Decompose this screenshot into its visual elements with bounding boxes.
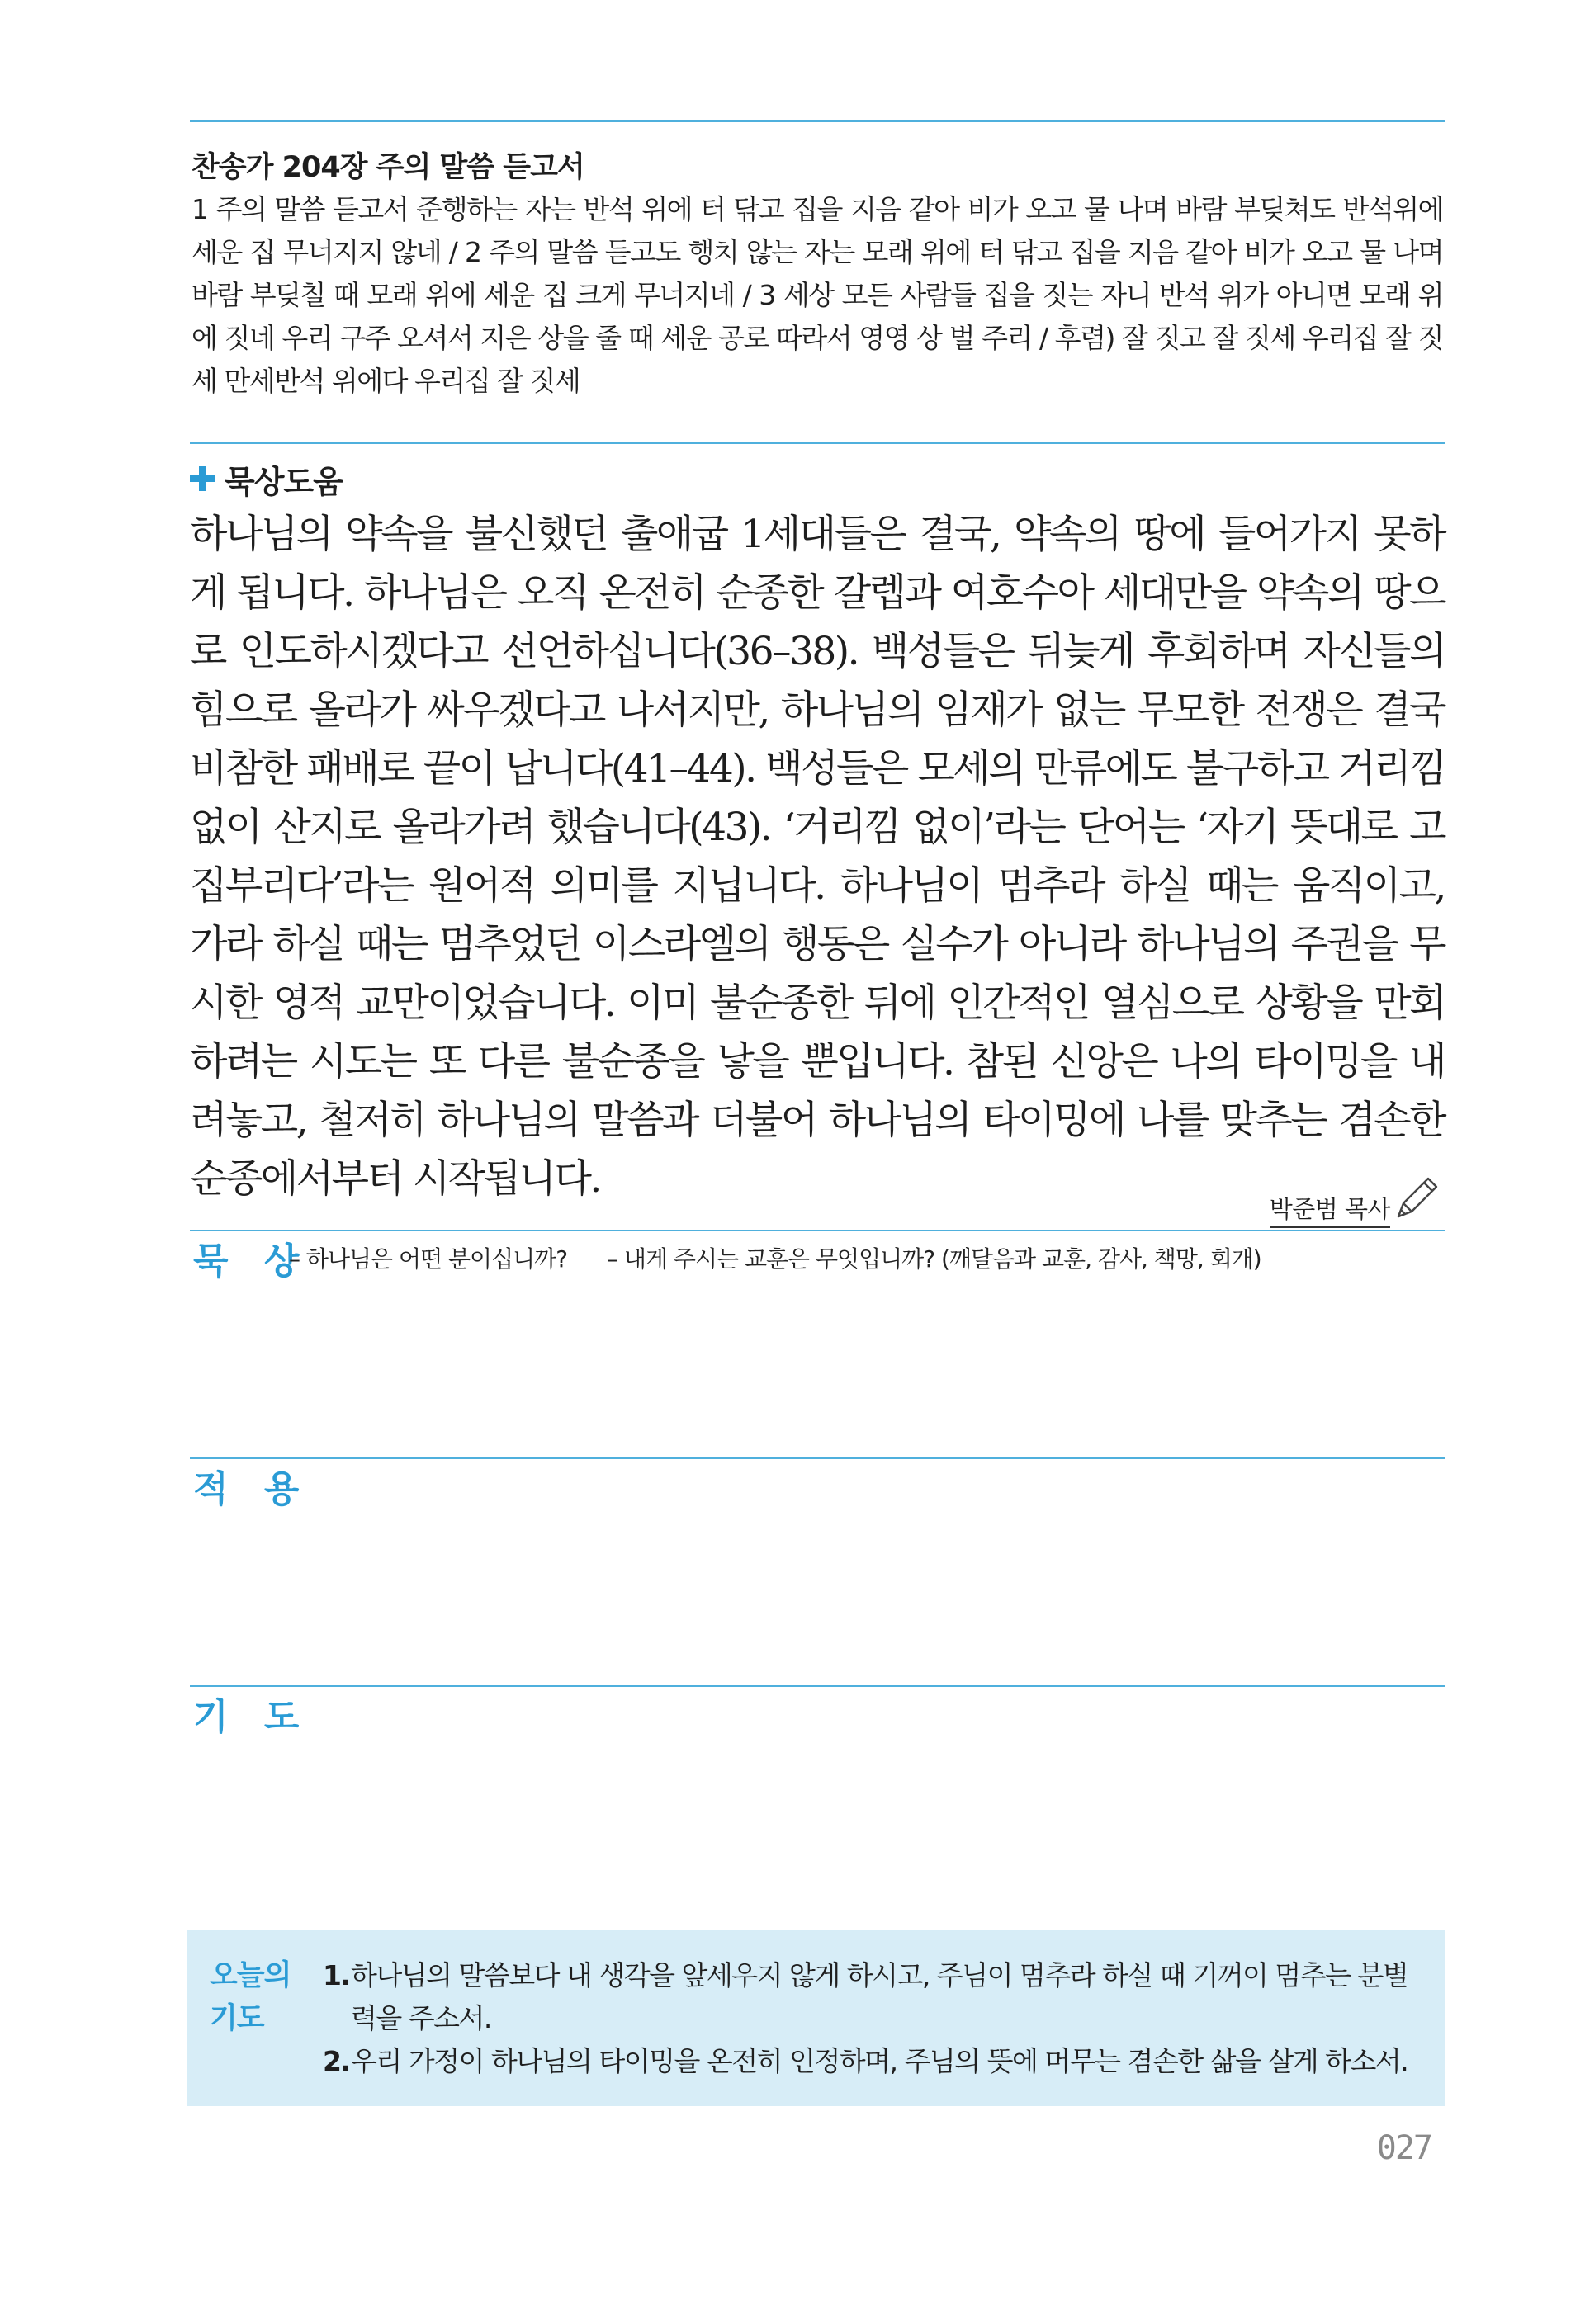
meditation-header [190, 457, 343, 500]
mukSang-questions [289, 1241, 1294, 1274]
author-name: 박준범 목사 [1270, 1191, 1390, 1228]
author-signature [1270, 1170, 1445, 1228]
today-prayer-label [210, 1954, 291, 2040]
application-divider [190, 1457, 1445, 1459]
hymn-lyrics: 1 주의 말씀 듣고서 준행하는 자는 반석 위에 터 닦고 집을 지음 같아 비가 오고 물 나며 바람 부딪쳐도 반석위에 세운 집 무너지지 않네 / 2 주의 말씀 듣고도 행치 않는 자는 모래 위에 터 닦고 집을 지음 같아 비가 오고 물 나며 바람 부딪칠 때 모래 위에 세운 집 크게 무너지네 / 3 세상 모든 사람들 집을 짓는 자니 반석 위가 아니면 모래 위에 짓네 우리 구주 오셔서 지은 상을 줄 때 세운 공로 따라서 영영 상 벌 주리 / 후렴) 잘 짓고 잘 짓세 우리집 잘 짓세 만세반석 위에다 우리집 잘 짓세 [192, 193, 1443, 397]
hymn-divider [190, 442, 1445, 444]
plus-icon [190, 466, 215, 491]
page-number: 027 [1376, 2129, 1431, 2167]
pencil-icon [1387, 1170, 1445, 1228]
prayer-item-number: 1. [323, 1959, 350, 1991]
today-prayer-label-text: 오늘의 기도 [210, 1959, 291, 2035]
mukSang-question-2: – 내게 주시는 교훈은 무엇입니까? (깨달음과 교훈, 감사, 책망, 회개) [607, 1245, 1261, 1273]
application-label: 적 용 [193, 1468, 311, 1510]
today-prayer-list [323, 1954, 1421, 2083]
meditation-title: 묵상도움 [225, 463, 343, 500]
prayer-item [323, 2040, 1421, 2083]
today-prayer-box [187, 1930, 1445, 2106]
top-divider [190, 120, 1445, 122]
meditation-divider [190, 1230, 1445, 1231]
prayer-item-text: 하나님의 말씀보다 내 생각을 앞세우지 않게 하시고, 주님이 멈추라 하실 때 기꺼이 멈추는 분별력을 주소서. [351, 1959, 1408, 2034]
prayer-divider [190, 1685, 1445, 1687]
meditation-text: 하나님의 약속을 불신했던 출애굽 1세대들은 결국, 약속의 땅에 들어가지 못하게 됩니다. 하나님은 오직 온전히 순종한 갈렙과 여호수아 세대만을 약속의 땅으로 인도하시겠다고 선언하십니다(36–38). 백성들은 뒤늦게 후회하며 자신들의 힘으로 올라가 싸우겠다고 나서지만, 하나님의 임재가 없는 무모한 전쟁은 결국 비참한 패배로 끝이 납니다(41–44). 백성들은 모세의 만류에도 불구하고 거리낌 없이 산지로 올라가려 했습니다(43). ‘거리낌 없이’라는 단어는 ‘자기 뜻대로 고집부리다’라는 원어적 의미를 지닙니다. 하나님이 멈추라 하실 때는 움직이고, 가라 하실 때는 멈추었던 이스라엘의 행동은 실수가 아니라 하나님의 주권을 무시한 영적 교만이었습니다. 이미 불순종한 뒤에 인간적인 열심으로 상황을 만회하려는 시도는 또 다른 불순종을 낳을 뿐입니다. 참된 신앙은 나의 타이밍을 내려놓고, 철저히 하나님의 말씀과 더불어 하나님의 타이밍에 나를 맞추는 겸손한 순종에서부터 시작됩니다. [190, 512, 1445, 1202]
mukSang-label: 묵 상 [193, 1240, 311, 1282]
prayer-label: 기 도 [193, 1696, 311, 1738]
mukSang-question-1: – 하나님은 어떤 분이십니까? [289, 1245, 568, 1273]
prayer-item-number: 2. [323, 2045, 350, 2077]
hymn-section [192, 147, 1443, 403]
prayer-item-text: 우리 가정이 하나님의 타이밍을 온전히 인정하며, 주님의 뜻에 머무는 겸손한 삶을 살게 하소서. [351, 2045, 1408, 2077]
hymn-title: 찬송가 204장 주의 말씀 듣고서 [192, 151, 584, 184]
prayer-item [323, 1954, 1421, 2040]
